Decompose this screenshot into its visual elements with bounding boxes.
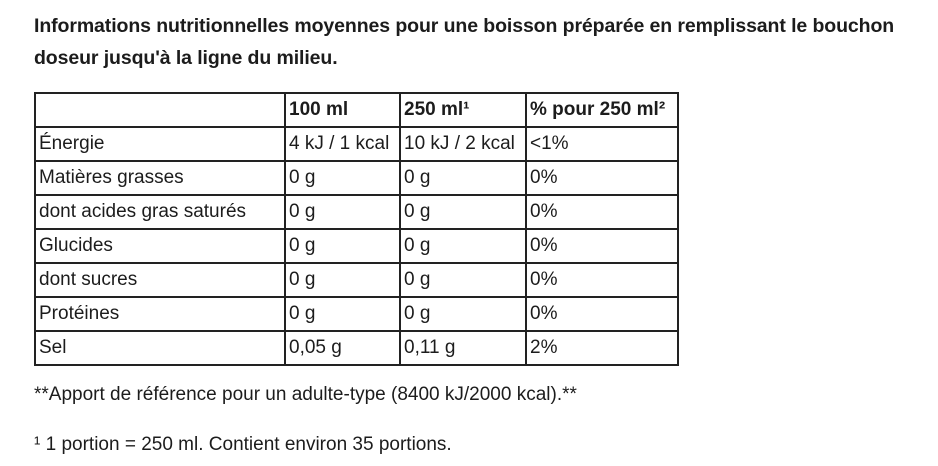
value-per-250ml: 10 kJ / 2 kcal — [400, 127, 526, 161]
table-row — [35, 127, 678, 161]
value-per-250ml: 0 g — [400, 229, 526, 263]
table-row — [35, 229, 678, 263]
value-per-250ml: 0 g — [400, 195, 526, 229]
table-row — [35, 195, 678, 229]
value-per-100ml: 0 g — [285, 297, 400, 331]
value-percent: 0% — [526, 229, 678, 263]
header-cell-nutrient — [35, 93, 285, 127]
value-percent: 2% — [526, 331, 678, 365]
value-per-100ml: 0 g — [285, 161, 400, 195]
value-per-250ml: 0 g — [400, 297, 526, 331]
nutrient-name: Protéines — [35, 297, 285, 331]
table-row — [35, 161, 678, 195]
value-per-100ml: 0 g — [285, 263, 400, 297]
value-per-100ml: 0,05 g — [285, 331, 400, 365]
value-percent: 0% — [526, 263, 678, 297]
nutrient-name: Énergie — [35, 127, 285, 161]
value-per-100ml: 4 kJ / 1 kcal — [285, 127, 400, 161]
value-percent: <1% — [526, 127, 678, 161]
value-per-250ml: 0 g — [400, 263, 526, 297]
nutrient-name: dont sucres — [35, 263, 285, 297]
portion-footnote: ¹ 1 portion = 250 ml. Contient environ 35 portions. — [34, 434, 452, 455]
value-percent: 0% — [526, 297, 678, 331]
table-row — [35, 263, 678, 297]
header-cell-per-250ml: 250 ml¹ — [400, 93, 526, 127]
value-per-100ml: 0 g — [285, 229, 400, 263]
table-header-row — [35, 93, 678, 127]
value-per-250ml: 0 g — [400, 161, 526, 195]
table-row — [35, 297, 678, 331]
reference-intake-footnote: **Apport de référence pour un adulte-type (8400 kJ/2000 kcal).** — [34, 384, 577, 405]
header-cell-per-100ml: 100 ml — [285, 93, 400, 127]
nutrition-heading: Informations nutritionnelles moyennes pour une boisson préparée en remplissant le bouchon doseur jusqu'à la ligne du milieu. — [34, 15, 895, 69]
value-per-100ml: 0 g — [285, 195, 400, 229]
nutrient-name: Matières grasses — [35, 161, 285, 195]
value-percent: 0% — [526, 195, 678, 229]
nutrient-name: Sel — [35, 331, 285, 365]
table-row — [35, 331, 678, 365]
value-per-250ml: 0,11 g — [400, 331, 526, 365]
nutrition-table — [34, 92, 679, 366]
nutrient-name: dont acides gras saturés — [35, 195, 285, 229]
nutrient-name: Glucides — [35, 229, 285, 263]
value-percent: 0% — [526, 161, 678, 195]
header-cell-percent-reference: % pour 250 ml² — [526, 93, 678, 127]
